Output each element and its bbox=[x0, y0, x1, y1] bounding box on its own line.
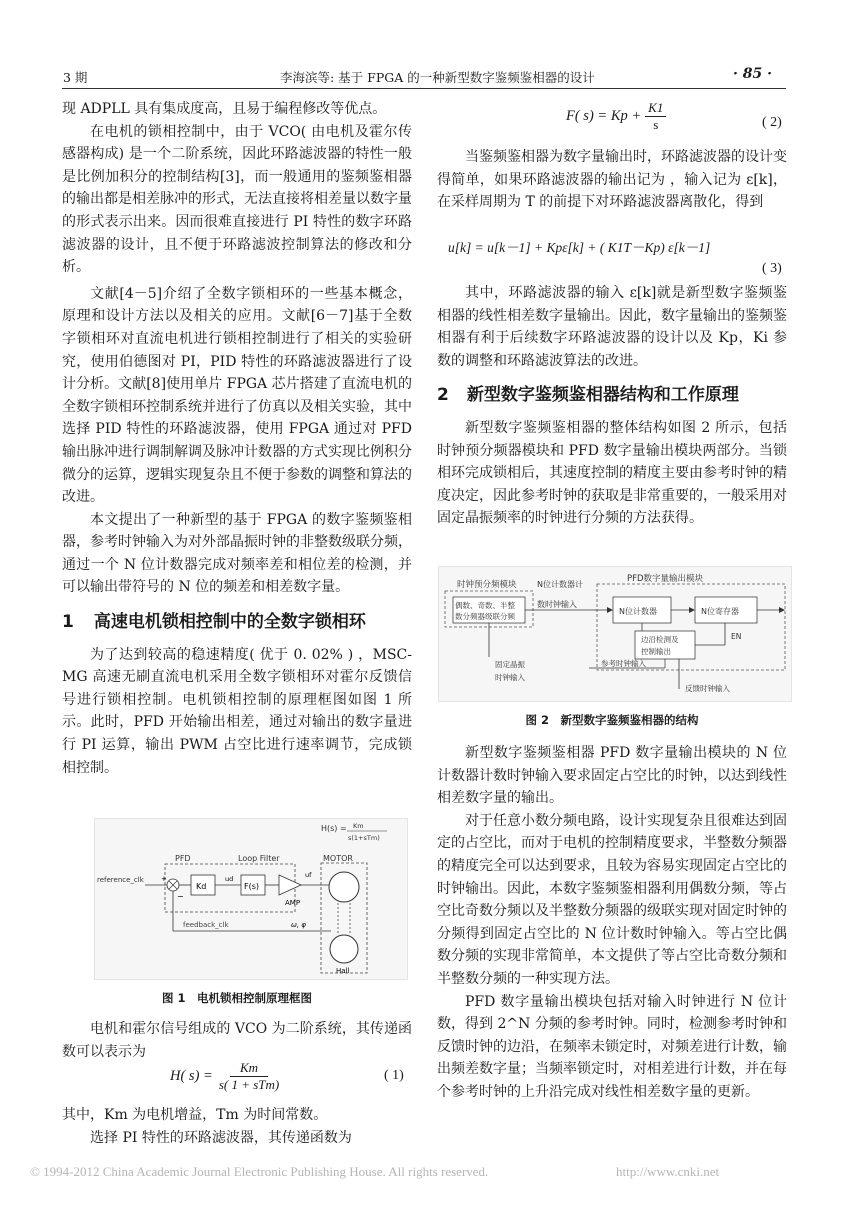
section-number: 2 bbox=[437, 385, 449, 406]
tf-lhs: H(s) = bbox=[321, 824, 347, 833]
eq2-den: s bbox=[653, 117, 659, 132]
eq2-fraction bbox=[645, 100, 666, 133]
n-register-text: N位寄存器 bbox=[701, 607, 739, 616]
amp-text: AMP bbox=[285, 899, 301, 907]
uf-label: uf bbox=[305, 871, 312, 879]
issue-number: 3 期 bbox=[63, 70, 88, 85]
ud-label: ud bbox=[225, 875, 234, 883]
paragraph: 在电机的锁相控制中，由于 VCO( 由电机及霍尔传感器构成) 是一个二阶系统，因此环路滤波器的特性一般是比例加积分的控制结构[3]，而一般通用的鉴频鉴相器的输出都是相差脉冲的形式，无法直接将相差量以数字量的形式表示出来。因而很难直接进行 PI 特性的数字环路滤波器的设计，且不便于环路滤波控制算法的修改和分析。 bbox=[62, 123, 412, 276]
eq1-number: ( 1) bbox=[384, 1068, 404, 1083]
edge-detect-text-2: 控制输出 bbox=[641, 647, 671, 656]
crystal-label-2: 时钟输入 bbox=[495, 673, 525, 682]
left-column bbox=[62, 98, 412, 779]
running-title: 李海滨等: 基于 FPGA 的一种新型数字鉴频鉴相器的设计 bbox=[280, 70, 595, 85]
feedback-in-label: 反馈时钟输入 bbox=[685, 684, 730, 693]
pfd-loop-region bbox=[165, 864, 295, 912]
right-column-bottom bbox=[437, 742, 787, 1104]
divider-text-2: 数分频器级联分频 bbox=[455, 612, 515, 621]
right-column-mid bbox=[437, 282, 787, 530]
plus-sign: + bbox=[161, 875, 167, 883]
equation-3: u[k] = u[k－1] + Kpε[k] + ( K1T－Kp) ε[k－1] bbox=[448, 240, 711, 255]
figure-2 bbox=[438, 566, 792, 702]
hall-label: Hall bbox=[336, 967, 350, 975]
motor-circle bbox=[329, 872, 359, 902]
en-label: EN bbox=[731, 632, 742, 641]
minus-sign: − bbox=[177, 892, 184, 901]
fs-text: F(s) bbox=[244, 882, 260, 891]
eq1-den: s( 1 + sTm) bbox=[218, 1077, 280, 1092]
reference-clk-label: reference_clk bbox=[97, 876, 144, 884]
paragraph: 本文提出了一种新型的基于 FPGA 的数字鉴频鉴相器，参考时钟输入为对外部晶振时钟的非整数级联分频，通过一个 N 位计数器完成对频率差和相位差的检测，并可以输出带符号的 N 位的频差和相差数字量。 bbox=[62, 511, 412, 596]
hall-circle bbox=[330, 935, 358, 963]
left-column-end bbox=[62, 1104, 412, 1149]
paragraph: 其中，Km 为电机增益，Tm 为时间常数。 bbox=[62, 1107, 328, 1123]
paragraph: 选择 PI 特性的环路滤波器，其传递函数为 bbox=[90, 1129, 352, 1146]
paragraph: 其中，环路滤波器的输入 ε[k]就是新型数字鉴频鉴相器的线性相差数字量输出。因此，数字量输出的鉴频鉴相器有利于后续数字环路滤波器的设计以及 Kp，Ki 参数的调整和环路滤波算法的改进。 bbox=[437, 285, 787, 369]
paragraph: 电机和霍尔信号组成的 VCO 为二阶系统，其传递函数可以表示为 bbox=[62, 1021, 412, 1060]
equation-1 bbox=[170, 1060, 279, 1093]
pll-block-diagram bbox=[95, 819, 407, 979]
omega-phi-label: ω, φ bbox=[291, 921, 306, 929]
figure-2-caption: 图 2 新型数字鉴频鉴相器的结构 bbox=[525, 713, 699, 727]
header-rule bbox=[62, 88, 786, 89]
eq1-lhs: H( s) = bbox=[170, 1068, 213, 1084]
paragraph: 当鉴频鉴相器为数字量输出时，环路滤波器的设计变得简单，如果环路滤波器的输出记为 ，输入记为 ε[k]，在采样周期为 T 的前提下对环路滤波器离散化，得到 bbox=[437, 149, 787, 211]
counter-clk-label-2: 数时钟输入 bbox=[537, 600, 577, 609]
motor-label: MOTOR bbox=[323, 854, 353, 863]
page-number: · 85 · bbox=[733, 66, 772, 82]
paragraph: 文献[4－5]介绍了全数字锁相环的一些基本概念，原理和设计方法以及相关的应用。文献[6－7]基于全数字锁相环对直流电机进行锁相控制进行了相关的实验研究，使用伯德图对 PI，PID 特性的环路滤波器进行了设计分析。文献[8]使用单片 FPGA 芯片搭建了直流电机的全数字锁相环控制系统并进行了仿真以及相关实验，其中选择 PID 特性的环路滤波器，使用 FPGA 通过对 PFD 输出脉冲进行调制解调及脉冲计数器的方式实现比例积分微分的运算，逻辑实现复杂且不便于参数的调整和算法的改进。 bbox=[62, 285, 412, 506]
eq1-fraction bbox=[219, 1060, 279, 1093]
counter-clk-label: N位计数器计 bbox=[537, 580, 583, 589]
tf-num: Km bbox=[353, 822, 364, 830]
figure-1-caption: 图 1 电机锁相控制原理框图 bbox=[161, 991, 312, 1005]
pfd-structure-diagram bbox=[439, 567, 791, 701]
section-title: 新型数字鉴频鉴相器结构和工作原理 bbox=[466, 385, 739, 406]
paragraph: 为了达到较高的稳速精度( 优于 0. 02% ) ，MSC-MG 高速无刷直流电机采用全数字锁相环对霍尔反馈信号进行锁相控制。电机锁相控制的原理框图如图 1 所示。此时，PFD 开始输出相差，通过对输出的数字量进行 PI 运算，输出 PWM 占空比进行速率调节，完成锁相控制。 bbox=[62, 646, 412, 776]
copyright-notice: © 1994-2012 China Academic Journal Electronic Publishing House. All rights reserved. bbox=[30, 1164, 489, 1179]
paragraph: 新型数字鉴频鉴相器 PFD 数字量输出模块的 N 位计数器计数时钟输入要求固定占空比的时钟，以达到线性相差数字量的输出。 bbox=[437, 745, 787, 807]
right-column-top bbox=[437, 146, 787, 214]
section-heading bbox=[62, 611, 412, 634]
crystal-label-1: 固定晶振 bbox=[495, 660, 525, 669]
ref-clk-in-label: 参考时钟输入 bbox=[601, 659, 646, 668]
feedback-clk-label: feedback_clk bbox=[183, 921, 229, 929]
tf-den: s(1+sTm) bbox=[348, 834, 380, 842]
paragraph: PFD 数字量输出模块包括对输入时钟进行 N 位计数，得到 2^N 分频的参考时钟。同时，检测参考时钟和反馈时钟的边沿，在频率未锁定时，对频差进行计数，输出频差数字量；当频率锁定时，对相差进行计数，并在每个参考时钟的上升沿完成对线性相差数字量的更新。 bbox=[437, 993, 787, 1100]
eq1-num: Km bbox=[230, 1060, 268, 1077]
equation-2 bbox=[566, 100, 666, 133]
pfd-label: PFD bbox=[175, 854, 191, 863]
eq2-lhs: F( s) = Kp + bbox=[566, 108, 642, 124]
amp-triangle bbox=[279, 875, 301, 895]
eq2-num: K1 bbox=[645, 100, 666, 117]
n-counter-text: N位计数器 bbox=[619, 607, 657, 616]
pfd-title: PFD数字量输出模块 bbox=[627, 574, 704, 584]
divider-text-1: 偶数、奇数、半整 bbox=[455, 601, 515, 610]
figure-1 bbox=[94, 818, 408, 980]
footer-url[interactable]: http://www.cnki.net bbox=[616, 1164, 720, 1179]
paragraph: 对于任意小数分频电路，设计实现复杂且很难达到固定的占空比，而对于电机的控制精度要求，半整数分频器的精度完全可以达到要求，且较为容易实现固定占空比的时钟输出。因此，本数字鉴频鉴相器利用偶数分频，等占空比奇数分频以及半整数分频器的级联实现对固定时钟的分频得到固定占空比的 N 位计数时钟输入。等占空比偶数分频的实现非常简单，本文提供了等占空比奇数分频和半整数分频的一种实现方法。 bbox=[437, 812, 787, 987]
eq2-number: ( 2) bbox=[762, 115, 782, 130]
paragraph: 新型数字鉴频鉴相器的整体结构如图 2 所示，包括时钟预分频器模块和 PFD 数字量输出模块两部分。当锁相环完成锁相后，其速度控制的精度主要由参考时钟的精度决定，因此参考时钟的获取是非常重要的，一般采用对固定晶振频率的时钟进行分频的方法获得。 bbox=[437, 419, 787, 527]
left-column-bottom bbox=[62, 1018, 412, 1063]
section-number: 1 bbox=[62, 612, 74, 633]
loop-filter-label: Loop Filter bbox=[238, 854, 280, 863]
prescaler-title: 时钟预分频模块 bbox=[457, 580, 517, 590]
kd-text: Kd bbox=[196, 882, 207, 891]
section-title: 高速电机锁相控制中的全数字锁相环 bbox=[93, 612, 366, 633]
eq3-number: ( 3) bbox=[762, 261, 782, 276]
section-heading bbox=[437, 384, 787, 407]
paragraph: 现 ADPLL 具有集成度高，且易于编程修改等优点。 bbox=[62, 101, 387, 117]
edge-detect-text-1: 边沿检测及 bbox=[641, 635, 679, 644]
